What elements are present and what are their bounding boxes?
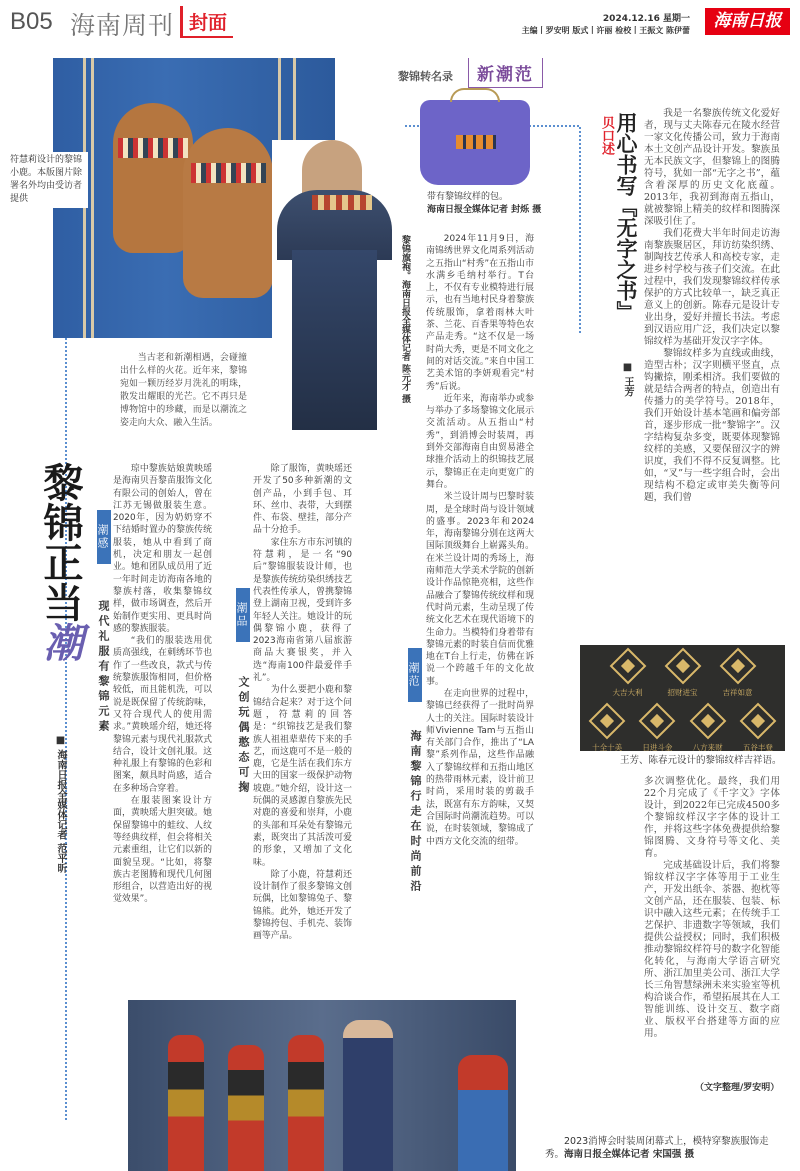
pattern-item: 大吉大利 bbox=[613, 653, 643, 698]
series-title: 新潮范 bbox=[468, 58, 543, 88]
article-title bbox=[36, 462, 84, 662]
deer-photo-caption: 符慧莉设计的黎锦小鹿。本版图片除署名外均由受访者提供 bbox=[8, 152, 88, 208]
article-intro bbox=[120, 352, 247, 430]
caption-text: 2023消博会时装周闭幕式上，模特穿黎族服饰走秀。 bbox=[545, 1136, 769, 1160]
paragraph: 为什么要把小鹿和黎锦结合起来？对于这个问题，符慧莉的回答是：“织锦技艺是我们黎族人祖祖辈辈传下来的手艺，而这鹿可不是一般的鹿，它是生活在我们东方大田的国家一级保护动物坡鹿。”她介绍，设计这一玩偶的灵感源自黎族先民对鹿的喜爱和崇拜，小鹿的头部和耳朵处有黎锦元素，既突出了其活泼可爱的形象，又增加了文化味。 bbox=[253, 685, 352, 868]
bag-photo-caption: 带有黎锦纹样的包。 bbox=[427, 192, 509, 202]
pattern-glyph-icon bbox=[664, 648, 701, 685]
sidebar-text-top bbox=[644, 108, 780, 504]
dress-photo-caption: 黎锦旗袍。海南日报全媒体记者 陈元才 摄 bbox=[400, 235, 410, 404]
title-main: 黎锦正当 bbox=[37, 462, 83, 622]
paragraph: 在服装图案设计方面，黄映瑶大胆突破。她保留黎锦中的蛙纹、人纹等经典纹样，但会将相关元素重组，让它们以新的面貌呈现。“比如，将黎族古老图腾和现代几何图形组合，以营造出好的视觉效果”。 bbox=[113, 796, 212, 905]
article-column-1 bbox=[113, 463, 212, 906]
paragraph: 米兰设计周与巴黎时装周，是全球时尚与设计领域的盛事。2023年和2024年，海南黎锦分别在这两大国际顶级舞台上崭露头角。在米兰设计周的秀场上，海南师范大学美术学院的创新设计作品惊艳亮相，这些作品融合了黎锦传统纹样和现代时尚元素，生动呈现了传统文化艺术在现代语境下的生命力。当模特们身着带有黎锦元素的时装自信而优雅地在T台上行走，仿佛在诉说一个跨越千年的文化故事。 bbox=[426, 492, 534, 687]
fashion-show-photo bbox=[128, 1000, 516, 1171]
sidebar-credit: （文字整理/罗安明） bbox=[695, 1083, 780, 1093]
section-subtitle-chaogan: 现代礼服有黎锦元素 bbox=[97, 600, 110, 735]
pattern-glyph-icon bbox=[689, 703, 726, 740]
paragraph: 我是一名黎族传统文化爱好者，现与丈夫陈春元在陵水经营一家文化传播公司，致力于海南本土文创产品设计开发。黎族虽无本民族文字，但黎锦上的图腾符号，犹如一部“无字之书”，蕴含着深厚的历史文化底蕴。2013年，我初到海南五指山，就被黎锦上精美的纹样和图腾深深吸引住了。 bbox=[644, 108, 780, 227]
section-subtitle-chaofan: 海南黎锦行走在时尚前沿 bbox=[409, 730, 422, 895]
pattern-item: 五谷丰登 bbox=[743, 708, 773, 753]
title-accent: 潮 bbox=[37, 622, 84, 662]
deer-toy-right bbox=[183, 128, 273, 298]
bag-photo bbox=[420, 100, 530, 185]
paragraph: 除了小鹿，符慧莉还设计制作了很多黎锦文创玩偶，比如黎锦兔子、黎锦熊。此外，她还开发了黎锦挎包、手机壳、装饰画等产品。 bbox=[253, 869, 352, 942]
page-number: B05 bbox=[10, 8, 53, 35]
article-byline: ■ 海南日报全媒体记者 范平昕 bbox=[55, 735, 66, 873]
section-tag-chaopin: 潮品 bbox=[236, 588, 250, 642]
article-column-3 bbox=[426, 233, 534, 848]
section-tag-chaogan: 潮感 bbox=[97, 510, 111, 564]
caption-credit: 海南日报全媒体记者 宋国强 摄 bbox=[564, 1149, 695, 1160]
section-label: 封面 bbox=[180, 6, 233, 38]
pattern-glyph-icon bbox=[719, 648, 756, 685]
dress-photo bbox=[272, 140, 397, 432]
patterns-caption: 王芳、陈春元设计的黎锦纹样吉祥语。 bbox=[620, 755, 782, 766]
pattern-glyph-icon bbox=[589, 703, 626, 740]
paragraph: 近年来，海南举办或参与举办了多场黎锦文化展示交流活动。从五指山“村秀”，到消博会时装周，再到外交部海南自由贸易港全球推介活动上的织锦技艺展示，黎锦正在走向更宽广的舞台。 bbox=[426, 393, 534, 490]
paragraph: 多次调整优化。最终，我们用22个月完成了《千字文》字体设计，到2022年已完成4500多个黎锦纹样汉字字体的设计工作，并将这些字体免费提供给黎锦图腾、文身符号等文化、美育。 bbox=[644, 776, 780, 859]
sidebar-byline: ■ 王芳 bbox=[622, 362, 633, 397]
paragraph: “我们的服装选用优质高强线，在刺绣环节也作了一些改良，款式与传统黎族服饰相同，但价格较低，而且能机洗，可以说是既保留了传统韵味，又符合现代人的使用需求。”黄映瑶介绍，她还将黎锦元素与现代礼服款式结合，设计文创礼服。这种礼服上有黎锦的色彩和图案，颇具时尚感，适合在多种场合穿着。 bbox=[113, 636, 212, 794]
patterns-image bbox=[580, 645, 785, 751]
paragraph: 黎锦纹样多为直线或曲线，造型古朴；汉字则横平竖直，点钩撇捺，刚柔相济。我们要做的就是结合两者的特点，创造出有传播力的美学符号。2018年，我们开始设计基本笔画和偏旁部首，逐步形成一批“黎锦字”。汉字结构复杂多变，既要体现黎锦纹样的美感，又要保留汉字的辨识度，我们不得不反复调整。比如，“叉”与一些字组合时，会出现结构不稳定或审美失衡等问题，我们曾 bbox=[644, 348, 780, 503]
pattern-glyph-icon bbox=[639, 703, 676, 740]
fashion-show-caption bbox=[545, 1135, 785, 1161]
issue-date: 2024.12.16 星期一 bbox=[602, 14, 690, 24]
paragraph: 2024年11月9日，海南锦绣世界文化周系列活动之五指山“村秀”在五指山市水满乡毛纳村举行。T台上，不仅有专业模特进行展示，也有当地村民身着黎族传统服饰，拿着雨林大叶茶、兰花、百香果等特色农产品走秀。“这不仅是一场时尚大秀，更是不同文化之间的对话交流。”来自中国工艺美术馆的李妍观看完“村秀”后说。 bbox=[426, 234, 534, 392]
pattern-item: 十全十美 bbox=[592, 708, 622, 753]
pattern-item: 吉祥如意 bbox=[723, 653, 753, 698]
paragraph: 在走向世界的过程中，黎锦已经获得了一批时尚界人士的关注。国际时装设计师Vivienne Tam与五指山有关部门合作，推出了“LA黎”系列作品，这些作品融入了黎锦纹样和五指山地区的热带雨林元素，设计前卫时尚，采用时装的剪裁手法，既富有东方韵味，又契合国际时尚潮流趋势。可以说，在时装领域，黎锦成了中西方文化交流的纽带。 bbox=[426, 688, 534, 847]
sidebar-label: 贝口述 bbox=[599, 116, 614, 155]
paragraph: 除了服饰，黄映瑶还开发了50多种新潮的文创产品，小到手包、耳环、丝巾、表带，大到摆件、布袋、壁挂，部分产品十分抢手。 bbox=[253, 464, 352, 536]
series-label: 黎锦转名录 bbox=[398, 70, 453, 83]
pattern-item: 八方来财 bbox=[693, 708, 723, 753]
paragraph: 家住东方市东河镇的符慧莉，是一名“90后”黎锦服装设计师，也是黎族传统纺染织绣技艺代表性传承人，曾携黎锦登上湖南卫视，受到许多年轻人关注。她设计的玩偶黎锦小鹿，获得了2023海南省第八届旅游商品大赛银奖，并入选“海南100件最爱伴手礼”。 bbox=[253, 537, 352, 684]
pattern-glyph-icon bbox=[739, 703, 776, 740]
section-tag-chaofan: 潮范 bbox=[408, 648, 422, 702]
deer-toy-left bbox=[113, 103, 193, 253]
article-column-2 bbox=[253, 463, 352, 943]
pattern-item: 招财进宝 bbox=[668, 653, 698, 698]
publication-name: 海南周刊 bbox=[70, 11, 175, 40]
paragraph: 我们花费大半年时间走访海南黎族聚居区，拜访纺染织绣、制陶技艺传承人和高校专家，走进乡村学校与孩子们交流。在此过程中，我们发现黎锦纹样传承保护的方式比较单一，缺乏真正意义上的创新。陈春元是设计专业出身，爱好并擅长书法。考虑到汉语应用广泛，我们决定以黎锦纹样为基础开发汉字字体。 bbox=[644, 228, 780, 347]
sidebar-text-bottom bbox=[644, 776, 780, 1040]
intro-text: 当古老和新潮相遇，会碰撞出什么样的火花。近年来，黎锦宛如一颗历经岁月洗礼的明珠，散发出耀眼的光芒。它不再只是博物馆中的珍藏，而是以潮流之姿走向大众、融入生活。 bbox=[120, 353, 247, 428]
newspaper-logo: 海南日报 bbox=[705, 8, 790, 35]
editor-credits: 主编丨罗安明 版式丨许丽 检校丨王振文 陈伊蕾 bbox=[521, 26, 690, 35]
pattern-glyph-icon bbox=[609, 648, 646, 685]
paragraph: 完成基础设计后，我们将黎锦纹样汉字字体等用于工业生产，开发出纸伞、茶器、抱枕等文创产品，还在服装、包装、标识中融入这些元素；在传统手工艺保护、非遗数字等领域，我们提供公益授权；同时，我们积极推动黎锦纹样符号的数字化智能化转化，与海南大学语言研究所、浙江加里美公司、浙江大学长三角智慧绿洲未来实验室等机构洽谈合作，希望拓展其在人工智能训练、设计交互、数字商业、版权平台搭建等方面的应用。 bbox=[644, 860, 780, 1039]
section-subtitle-chaopin: 文创玩偶憨态可掬 bbox=[237, 676, 250, 796]
pattern-item: 日进斗金 bbox=[642, 708, 672, 753]
bag-photo-credit: 海南日报全媒体记者 封烁 摄 bbox=[427, 205, 542, 215]
sidebar-title: 用心书写『无字之书』 bbox=[614, 112, 638, 322]
paragraph: 琼中黎族姑娘黄映瑶是海南贝吾黎苗服饰文化有限公司的创始人，曾在江苏无锡做服装生意。2020年，因为奶奶穿不下结婚时置办的黎族传统服装，她从中看到了商机，决定和朋友一起创业。她和团队成员用了近一年时间走访海南各地的黎族村落，收集黎锦纹样，做市场调查，然后开始制作更实用、更具时尚感的黎族服装。 bbox=[113, 464, 212, 634]
